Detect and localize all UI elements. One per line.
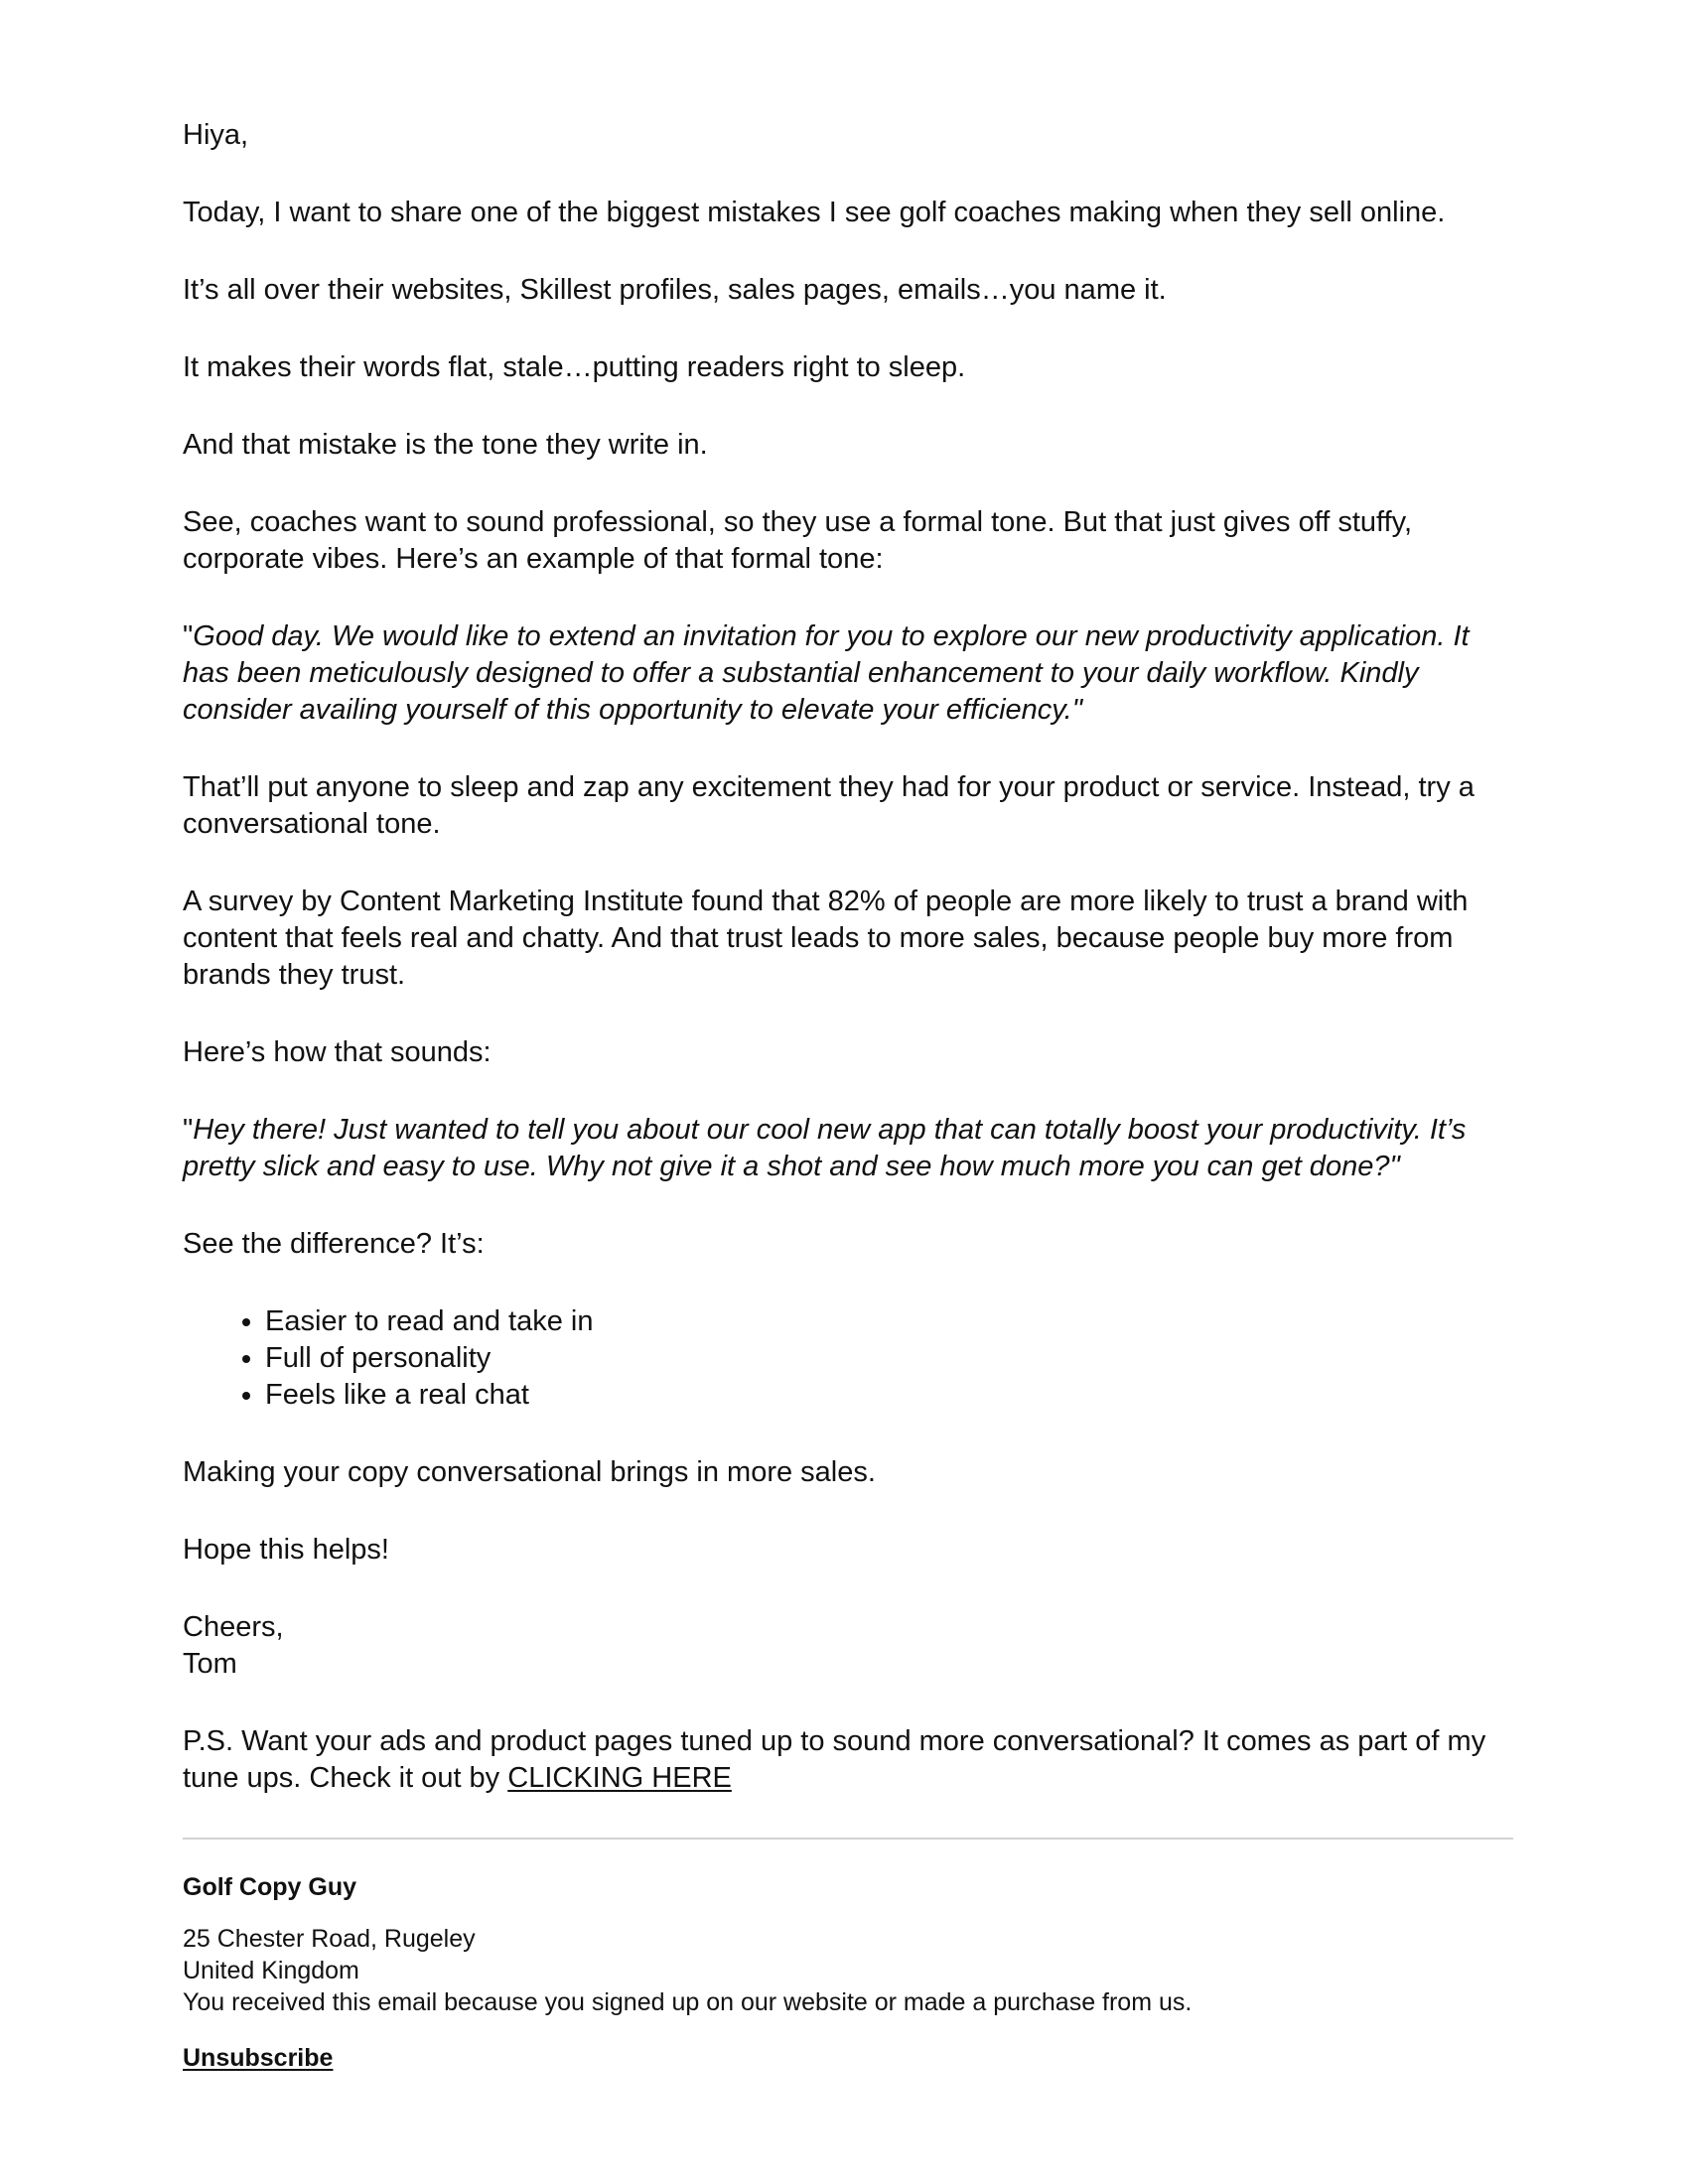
benefits-list <box>183 1303 1513 1414</box>
difference-intro: See the difference? It’s: <box>183 1228 485 1260</box>
quote-open-mark: " <box>183 620 194 652</box>
signature-block <box>183 1609 1513 1683</box>
list-item: • Feels like a real chat <box>265 1377 1513 1414</box>
paragraph: See, coaches want to sound professional, so they use a formal tone. But that just gives off stuffy, corporate vibes. Here’s an example of that formal tone: <box>183 506 1413 575</box>
greeting: Hiya, <box>183 119 249 151</box>
subscription-notice: You received this email because you signed up on our website or made a purchase from us. <box>183 1988 1193 2016</box>
signoff: Cheers, <box>183 1611 284 1643</box>
list-item: • Easier to read and take in <box>265 1303 1513 1340</box>
formal-tone-quote <box>183 618 1513 729</box>
paragraph: It makes their words flat, stale…putting readers right to sleep. <box>183 351 966 383</box>
unsubscribe-link[interactable]: Unsubscribe <box>183 2044 334 2072</box>
paragraph: It’s all over their websites, Skillest profiles, sales pages, emails…you name it. <box>183 274 1167 306</box>
paragraph: And that mistake is the tone they write in. <box>183 429 708 461</box>
casual-quote-text: Hey there! Just wanted to tell you about our cool new app that can totally boost your productivity. It’s pretty slick and easy to use. Why not give it a shot and see how much more you can get done?" <box>183 1114 1467 1182</box>
quote-open-mark: " <box>183 1114 194 1146</box>
paragraph: Making your copy conversational brings in more sales. <box>183 1456 876 1488</box>
paragraph: Hope this helps! <box>183 1534 389 1566</box>
email-body <box>183 117 1513 2074</box>
paragraph: Here’s how that sounds: <box>183 1036 492 1068</box>
footer <box>183 1871 1513 2074</box>
clicking-here-link[interactable]: CLICKING HERE <box>507 1762 732 1794</box>
list-item: • Full of personality <box>265 1340 1513 1377</box>
signature-name: Tom <box>183 1648 237 1680</box>
company-name: Golf Copy Guy <box>183 1873 356 1901</box>
address-line-2: United Kingdom <box>183 1957 359 1984</box>
address-line-1: 25 Chester Road, Rugeley <box>183 1925 476 1953</box>
ps-text: P.S. Want your ads and product pages tuned up to sound more conversational? It comes as part of my tune ups. Check it out by <box>183 1725 1486 1794</box>
paragraph: That’ll put anyone to sleep and zap any excitement they had for your product or service. Instead, try a conversational tone. <box>183 771 1475 840</box>
footer-divider <box>183 1838 1513 1840</box>
conversational-tone-quote <box>183 1112 1513 1185</box>
paragraph: A survey by Content Marketing Institute found that 82% of people are more likely to trust a brand with content that feels real and chatty. And that trust leads to more sales, because people buy more from brands they trust. <box>183 886 1469 991</box>
formal-quote-text: Good day. We would like to extend an invitation for you to explore our new productivity application. It has been meticulously designed to offer a substantial enhancement to your daily workflow. Kindly consider availing yourself of this opportunity to elevate your efficiency." <box>183 620 1470 726</box>
paragraph: Today, I want to share one of the biggest mistakes I see golf coaches making when they sell online. <box>183 197 1446 228</box>
postscript <box>183 1723 1513 1797</box>
